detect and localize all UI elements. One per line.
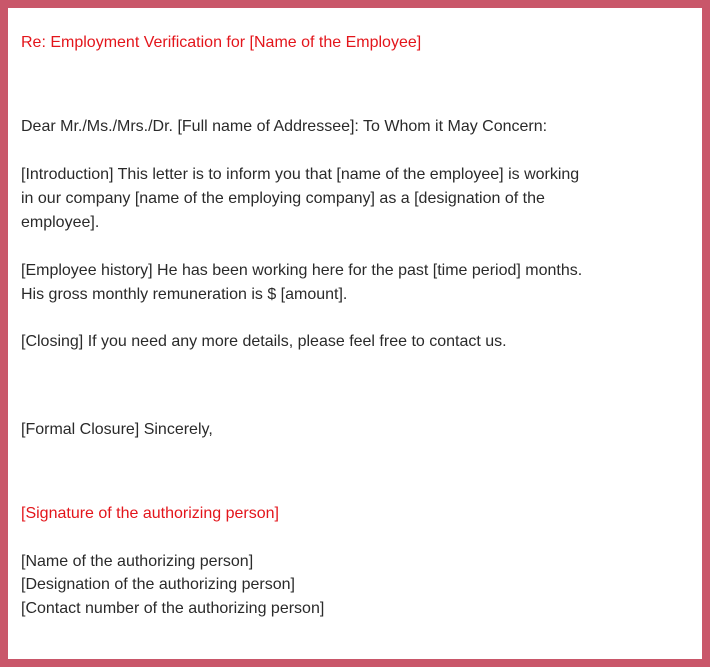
intro-paragraph-line-2: in our company [name of the employing company] as a [designation of the	[21, 190, 545, 207]
signer-contact: [Contact number of the authorizing person]	[21, 600, 325, 617]
closing-paragraph: [Closing] If you need any more details, please feel free to contact us.	[21, 333, 507, 350]
signer-name: [Name of the authorizing person]	[21, 553, 254, 570]
salutation: Dear Mr./Ms./Mrs./Dr. [Full name of Addressee]: To Whom it May Concern:	[21, 118, 548, 135]
intro-paragraph-line-3: employee].	[21, 214, 100, 231]
history-paragraph-line-1: [Employee history] He has been working here for the past [time period] months.	[21, 262, 583, 279]
history-paragraph-line-2: His gross monthly remuneration is $ [amount].	[21, 286, 348, 303]
signer-designation: [Designation of the authorizing person]	[21, 576, 295, 593]
intro-paragraph-line-1: [Introduction] This letter is to inform you that [name of the employee] is working	[21, 166, 580, 183]
signature-placeholder: [Signature of the authorizing person]	[21, 505, 279, 522]
subject-line: Re: Employment Verification for [Name of the Employee]	[21, 34, 422, 51]
formal-closure: [Formal Closure] Sincerely,	[21, 421, 213, 438]
